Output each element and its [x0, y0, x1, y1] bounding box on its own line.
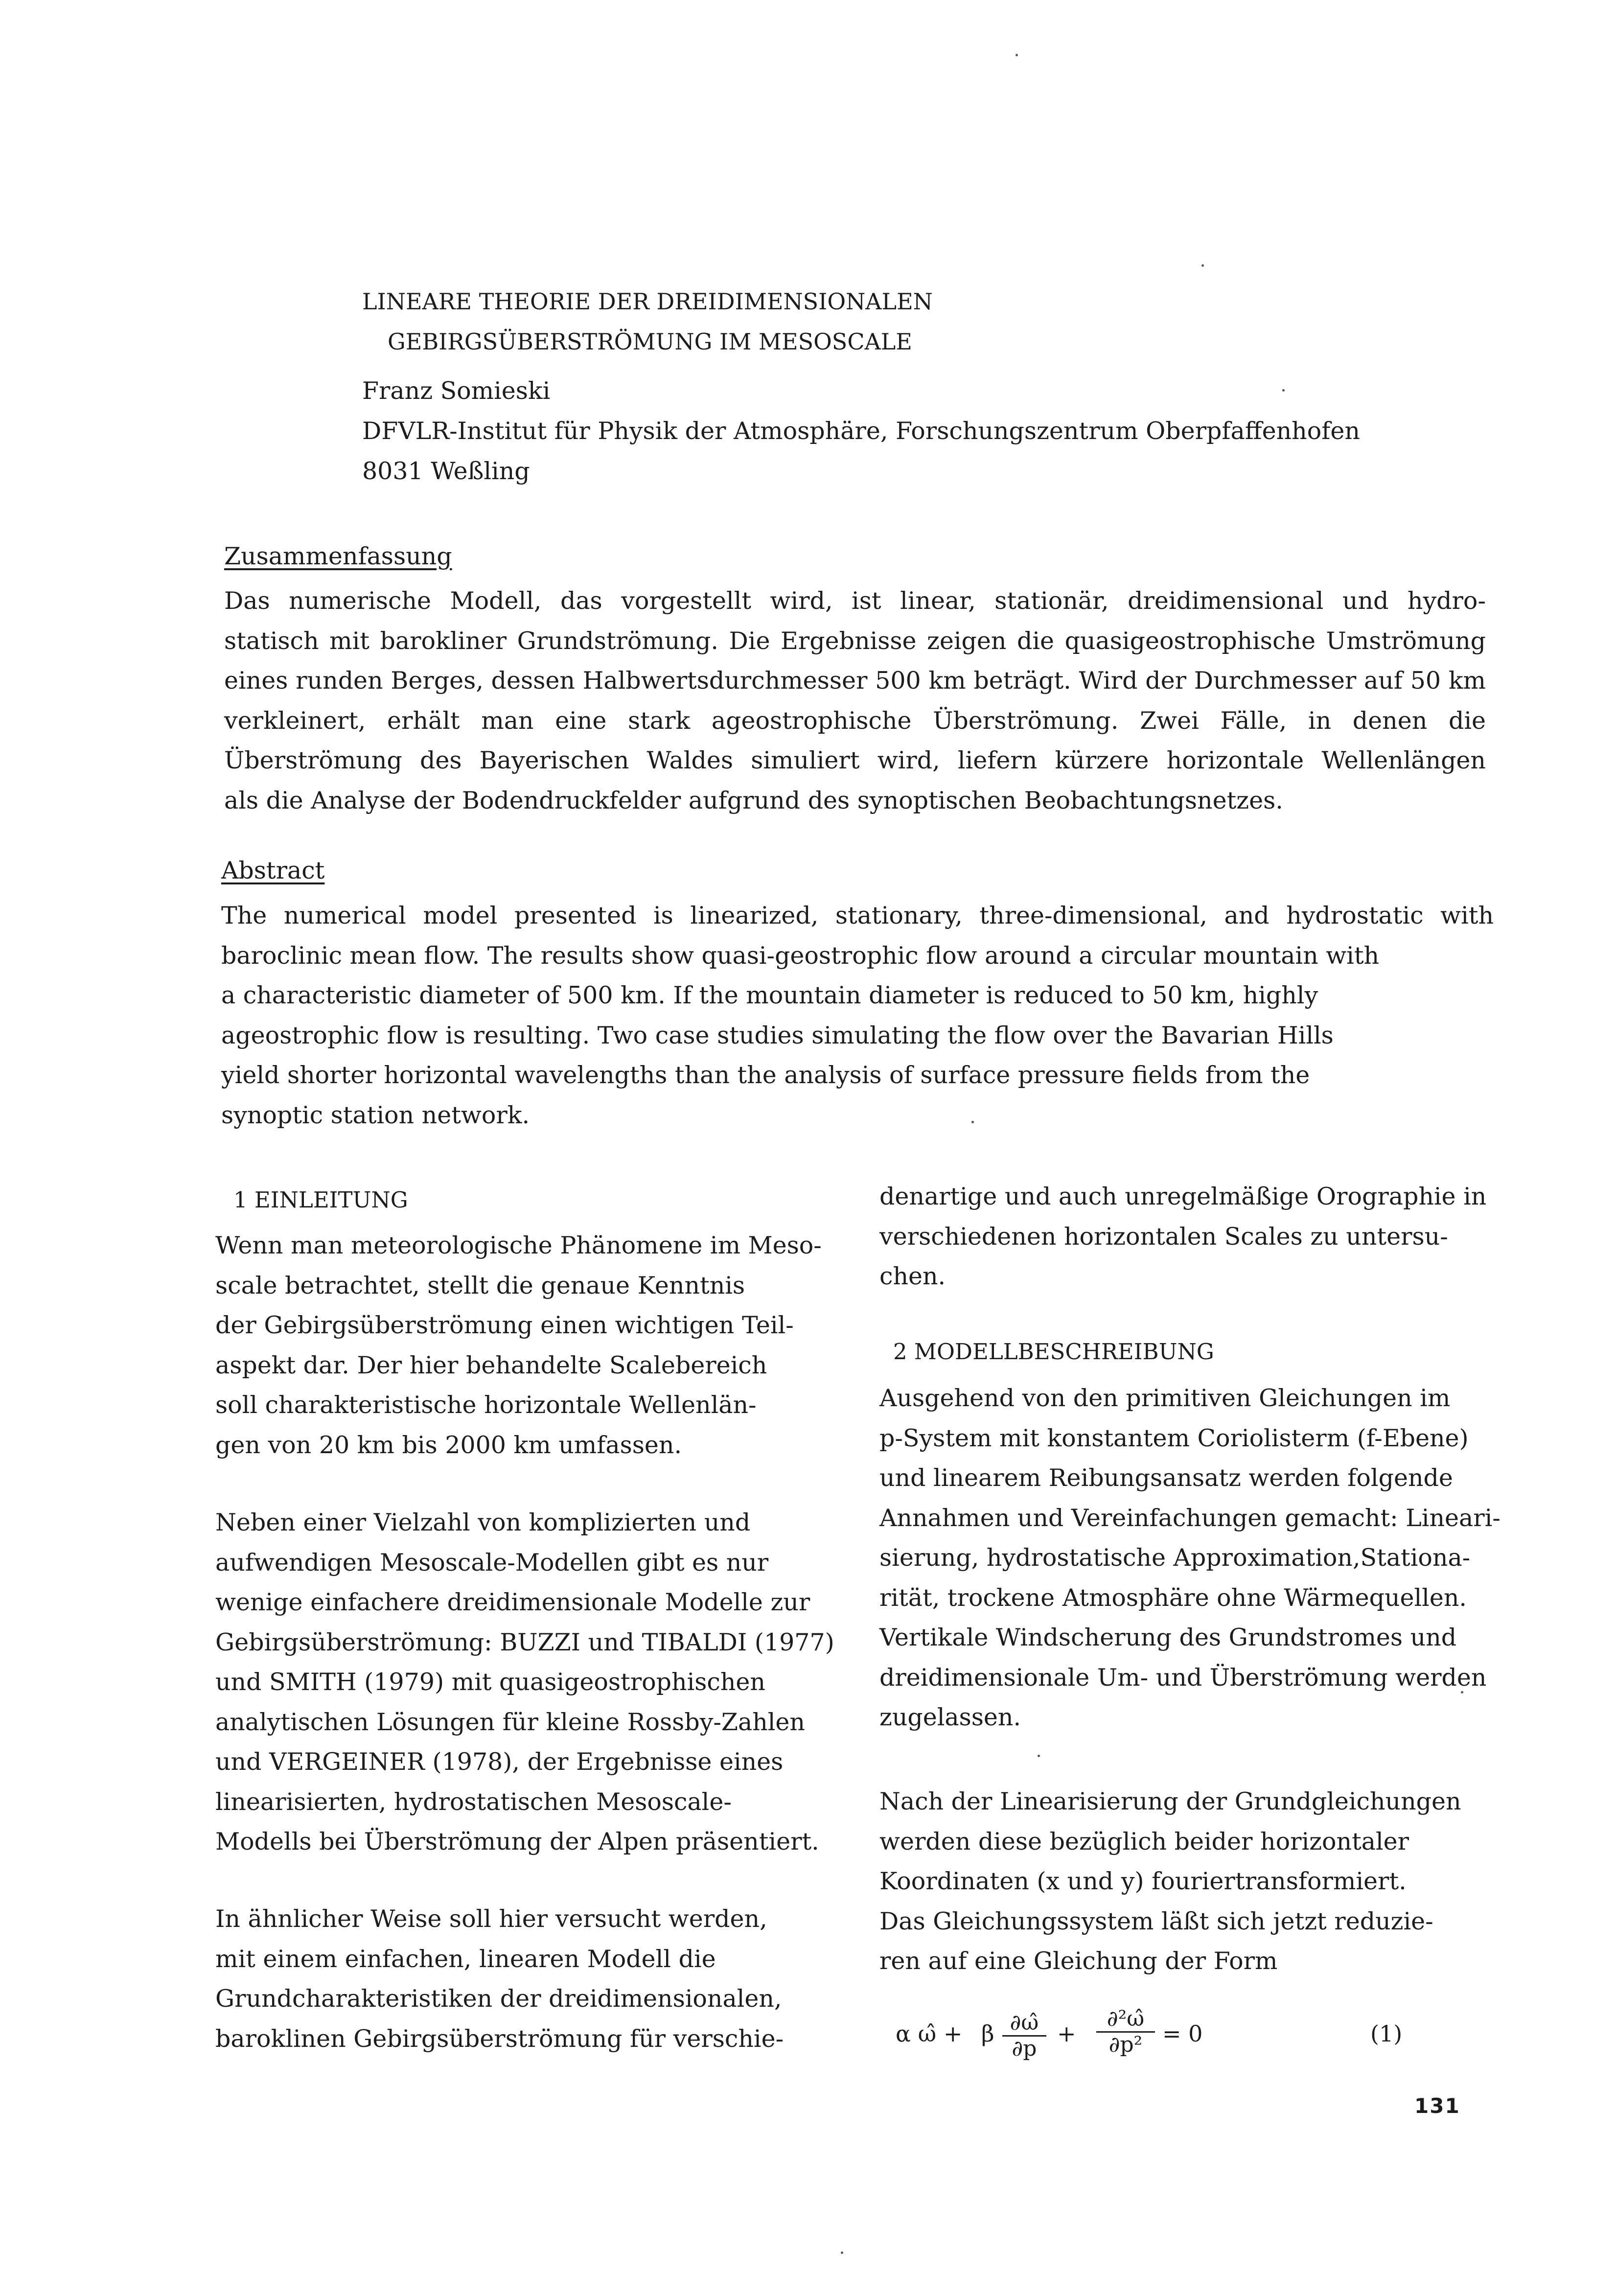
title-line-1: LINEARE THEORIE DER DREIDIMENSIONALEN: [362, 288, 933, 315]
paper-title: [362, 281, 933, 362]
scan-speck: [971, 1121, 974, 1123]
left-paragraph-2: [215, 1503, 834, 1862]
abstract-text: [221, 896, 1494, 1135]
left-paragraph-3: [215, 1899, 784, 2059]
text-line: Das Gleichungssystem läßt sich jetzt reduzie-: [879, 1907, 1433, 1935]
text-line: baroklinen Gebirgsüberströmung für verschie-: [215, 2024, 784, 2053]
fraction-numerator: ∂²ω̂: [1107, 2006, 1145, 2031]
abstract-line: a characteristic diameter of 500 km. If the mountain diameter is reduced to 50 km, highly: [221, 981, 1318, 1009]
abstract-line: yield shorter horizontal wavelengths than the analysis of surface pressure fields from the: [221, 1061, 1310, 1089]
text-line: Ausgehend von den primitiven Gleichungen im: [879, 1384, 1451, 1412]
zusammenfassung-line: statisch mit barokliner Grundströmung. Die Ergebnisse zeigen die quasigeostrophische Umströmung: [224, 626, 1486, 655]
text-line: Wenn man meteorologische Phänomene im Meso-: [215, 1231, 822, 1259]
section-1-heading: 1 EINLEITUNG: [233, 1187, 408, 1213]
text-line: aspekt dar. Der hier behandelte Scalebereich: [215, 1351, 767, 1379]
right-paragraph-2: [879, 1782, 1461, 1981]
text-line: Annahmen und Vereinfachungen gemacht: Lineari-: [879, 1504, 1501, 1532]
text-line: sierung, hydrostatische Approximation,Stationa-: [879, 1544, 1471, 1572]
scan-speck: [1282, 389, 1285, 392]
equation-alpha-term: α ω̂ +: [896, 2020, 963, 2047]
text-line: Neben einer Vielzahl von komplizierten und: [215, 1508, 751, 1536]
zusammenfassung-text: [224, 581, 1486, 820]
text-line: linearisierten, hydrostatischen Mesoscale-: [215, 1787, 732, 1816]
text-line: Nach der Linearisierung der Grundgleichungen: [879, 1787, 1461, 1815]
text-line: zugelassen.: [879, 1703, 1021, 1731]
author-name: Franz Somieski: [362, 377, 551, 405]
text-line: denartige und auch unregelmäßige Orographie in: [879, 1183, 1487, 1210]
text-line: rität, trockene Atmosphäre ohne Wärmequellen.: [879, 1583, 1467, 1612]
text-line: scale betrachtet, stellt die genaue Kenntnis: [215, 1271, 745, 1299]
text-line: dreidimensionale Um- und Überströmung werden: [879, 1663, 1487, 1692]
equation-number: (1): [1370, 2020, 1403, 2047]
equation-beta: β: [981, 2020, 994, 2047]
text-line: und linearem Reibungsansatz werden folgende: [879, 1464, 1453, 1492]
text-line: wenige einfachere dreidimensionale Modelle zur: [215, 1588, 810, 1616]
zusammenfassung-line: eines runden Berges, dessen Halbwertsdurchmesser 500 km beträgt. Wird der Durchmesser auf 50 km: [224, 667, 1486, 695]
zusammenfassung-line: Überströmung des Bayerischen Waldes simuliert wird, liefern kürzere horizontale Wellenlängen: [224, 746, 1486, 774]
equation-fraction-1: [1002, 2012, 1046, 2060]
text-line: Koordinaten (x und y) fouriertransformiert.: [879, 1867, 1407, 1895]
zusammenfassung-line: verkleinert, erhält man eine stark ageostrophische Überströmung. Zwei Fälle, in denen die: [224, 706, 1486, 735]
text-line: mit einem einfachen, linearen Modell die: [215, 1945, 716, 1973]
text-line: verschiedenen horizontalen Scales zu untersu-: [879, 1222, 1448, 1251]
text-line: aufwendigen Mesoscale-Modellen gibt es nur: [215, 1548, 769, 1577]
right-paragraph-0: [879, 1177, 1486, 1297]
text-line: ren auf eine Gleichung der Form: [879, 1947, 1278, 1975]
left-paragraph-1: [215, 1226, 822, 1465]
fraction-numerator: ∂ω̂: [1010, 2010, 1039, 2035]
zusammenfassung-line: Das numerische Modell, das vorgestellt wird, ist linear, stationär, dreidimensional und hydro-: [224, 587, 1486, 615]
fraction-denominator: ∂p: [1012, 2036, 1037, 2061]
text-line: Modells bei Überströmung der Alpen präsentiert.: [215, 1828, 819, 1855]
right-paragraph-1: [879, 1378, 1501, 1738]
section-2-heading: 2 MODELLBESCHREIBUNG: [893, 1339, 1214, 1365]
author-block: [362, 371, 1360, 491]
zusammenfassung-line: als die Analyse der Bodendruckfelder aufgrund des synoptischen Beobachtungsnetzes.: [224, 786, 1283, 814]
equation-equals-zero: = 0: [1162, 2020, 1203, 2047]
abstract-line: The numerical model presented is linearized, stationary, three-dimensional, and hydrostatic with: [221, 902, 1494, 929]
author-affiliation: DFVLR-Institut für Physik der Atmosphäre, Forschungszentrum Oberpfaffenhofen: [362, 417, 1360, 445]
equation-plus: +: [1057, 2020, 1076, 2047]
text-line: und SMITH (1979) mit quasigeostrophischen: [215, 1668, 765, 1696]
title-line-2: GEBIRGSÜBERSTRÖMUNG IM MESOSCALE: [388, 328, 912, 355]
text-line: p-System mit konstantem Coriolisterm (f-Ebene): [879, 1424, 1469, 1452]
text-line: und VERGEINER (1978), der Ergebnisse eines: [215, 1748, 784, 1776]
page-number: 131: [1414, 2094, 1460, 2118]
scan-speck: [1461, 1691, 1463, 1693]
equation-fraction-2: [1096, 2008, 1155, 2056]
fraction-denominator: ∂p²: [1108, 2032, 1143, 2057]
text-line: werden diese bezüglich beider horizontaler: [879, 1827, 1409, 1855]
text-line: Grundcharakteristiken der dreidimensionalen,: [215, 1985, 782, 2013]
scan-speck: [1201, 264, 1204, 267]
text-line: analytischen Lösungen für kleine Rossby-Zahlen: [215, 1708, 805, 1736]
zusammenfassung-heading: Zusammenfassung: [224, 542, 452, 570]
equation-1: [896, 2006, 1409, 2080]
scan-speck: [841, 2251, 843, 2254]
abstract-line: baroclinic mean flow. The results show quasi-geostrophic flow around a circular mountain with: [221, 941, 1380, 970]
text-line: In ähnlicher Weise soll hier versucht werden,: [215, 1905, 767, 1933]
text-line: chen.: [879, 1262, 946, 1290]
scan-speck: [1038, 1755, 1040, 1757]
text-line: Gebirgsüberströmung: BUZZI und TIBALDI (1977): [215, 1628, 834, 1656]
text-line: Vertikale Windscherung des Grundstromes und: [879, 1623, 1457, 1651]
scan-speck: [1016, 54, 1018, 56]
text-line: der Gebirgsüberströmung einen wichtigen Teil-: [215, 1311, 794, 1339]
text-line: soll charakteristische horizontale Wellenlän-: [215, 1391, 757, 1419]
text-line: gen von 20 km bis 2000 km umfassen.: [215, 1431, 682, 1459]
author-address: 8031 Weßling: [362, 457, 530, 485]
abstract-heading: Abstract: [221, 857, 325, 884]
abstract-line: synoptic station network.: [221, 1101, 530, 1129]
abstract-line: ageostrophic flow is resulting. Two case studies simulating the flow over the Bavarian Hills: [221, 1021, 1334, 1049]
